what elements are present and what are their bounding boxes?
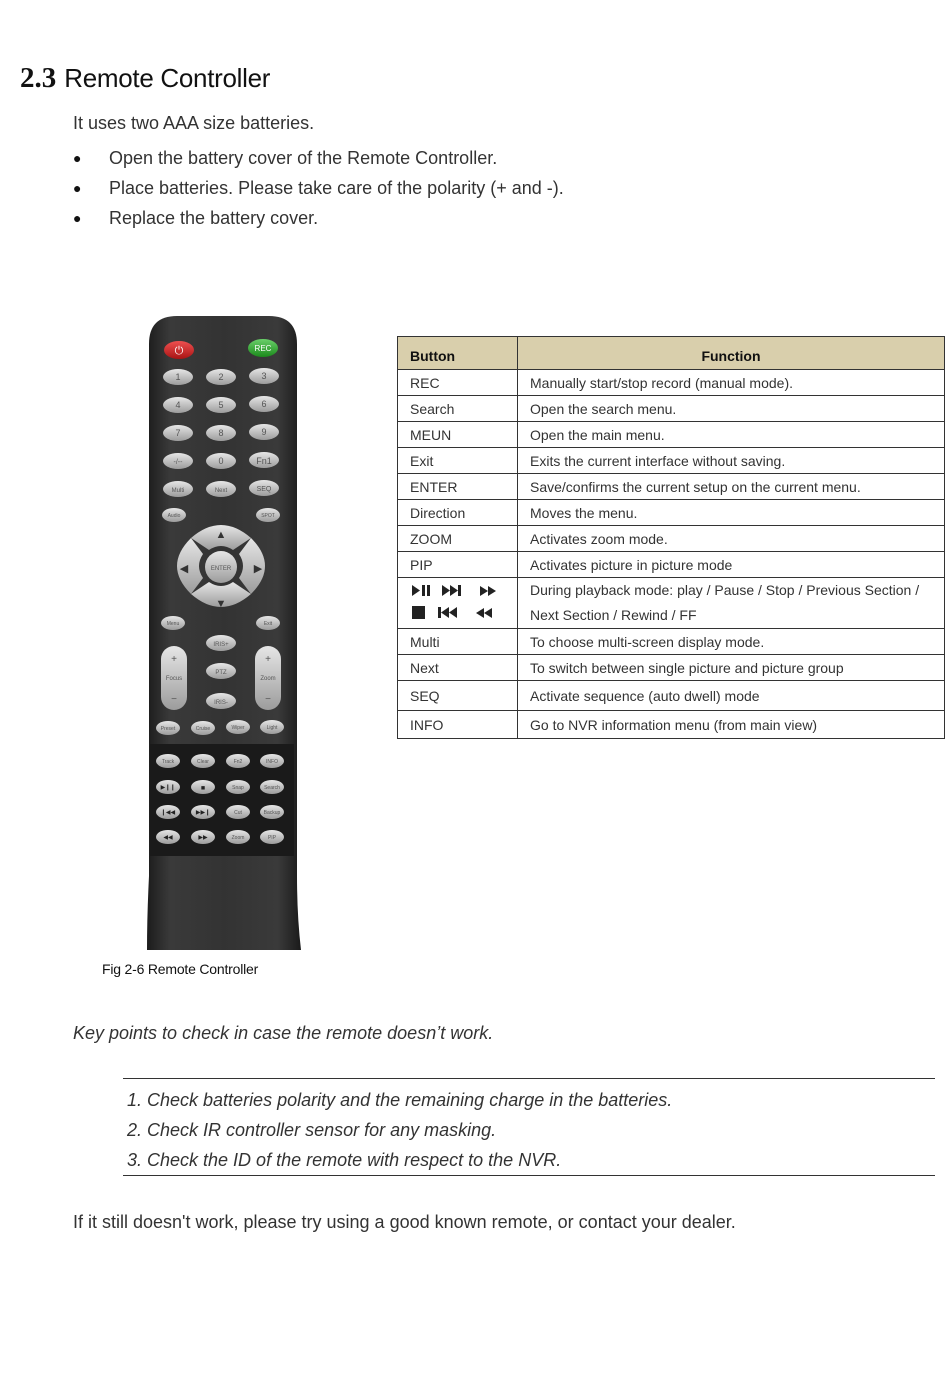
svg-text:Track: Track — [161, 759, 175, 765]
svg-text:❙◀◀: ❙◀◀ — [160, 810, 176, 816]
table-row: Exit Exits the current interface without saving. — [398, 448, 945, 474]
checklist-box — [123, 1078, 935, 1176]
svg-text:Next: Next — [214, 488, 228, 494]
svg-text:Snap: Snap — [232, 785, 244, 791]
svg-text:1: 1 — [175, 372, 181, 382]
figure-caption: Fig 2-6 Remote Controller — [102, 961, 259, 977]
svg-text:0: 0 — [218, 456, 224, 466]
button-function-table — [397, 336, 945, 739]
fast-forward-icon — [480, 586, 496, 596]
svg-text:−: − — [171, 694, 177, 705]
svg-text:3: 3 — [261, 371, 267, 381]
section-number: 2.3 — [20, 62, 57, 94]
svg-text:Cruise: Cruise — [195, 726, 211, 732]
svg-text:Fn1: Fn1 — [256, 456, 272, 466]
svg-text:7: 7 — [175, 428, 181, 438]
section-heading — [20, 62, 270, 95]
svg-text:2: 2 — [218, 372, 224, 382]
section-title: Remote Controller — [64, 63, 271, 93]
up-arrow-icon: ▲ — [215, 529, 227, 541]
table-header-row — [398, 337, 945, 370]
svg-text:INFO: INFO — [266, 759, 278, 765]
svg-text:+: + — [171, 654, 177, 665]
list-item: 2. Check IR controller sensor for any masking. — [127, 1120, 497, 1140]
intro-text: It uses two AAA size batteries. — [73, 113, 315, 133]
list-item: 1. Check batteries polarity and the remaining charge in the batteries. — [127, 1090, 673, 1110]
svg-text:■: ■ — [200, 785, 206, 792]
svg-text:Menu: Menu — [166, 621, 180, 627]
svg-text:Light: Light — [266, 725, 278, 731]
svg-text:Audio: Audio — [167, 513, 181, 519]
table-row: Direction Moves the menu. — [398, 500, 945, 526]
list-item: ● Place batteries. Please take care of the polarity (+ and -). — [73, 177, 564, 198]
svg-text:Clear: Clear — [197, 759, 209, 765]
svg-text:Exit: Exit — [263, 621, 273, 627]
svg-text:Focus: Focus — [165, 676, 183, 682]
table-row: ZOOM Activates zoom mode. — [398, 526, 945, 552]
svg-text:IRIS-: IRIS- — [214, 700, 228, 706]
rewind-icon — [476, 608, 492, 618]
svg-text:Wiper: Wiper — [231, 725, 245, 731]
svg-text:Zoom: Zoom — [260, 676, 276, 682]
svg-text:-/--: -/-- — [173, 459, 183, 466]
list-item: ● Replace the battery cover. — [73, 207, 319, 228]
svg-text:Backup: Backup — [263, 810, 281, 816]
rec-button — [248, 339, 278, 357]
svg-text:+: + — [265, 654, 271, 665]
svg-text:6: 6 — [261, 399, 267, 409]
next-section-icon — [442, 585, 461, 596]
footer-note: If it still doesn't work, please try using a good known remote, or contact your dealer. — [73, 1212, 736, 1232]
down-arrow-icon: ▼ — [215, 598, 227, 610]
left-arrow-icon: ◀ — [179, 563, 189, 575]
play-pause-icon — [412, 585, 430, 596]
table-row: REC Manually start/stop record (manual mode). — [398, 370, 945, 396]
table-row: Search Open the search menu. — [398, 396, 945, 422]
bullet-icon: ● — [73, 150, 82, 166]
table-row: PIP Activates picture in picture mode — [398, 552, 945, 578]
right-arrow-icon: ▶ — [253, 563, 263, 575]
svg-text:▶▶: ▶▶ — [198, 835, 208, 841]
power-button — [164, 341, 194, 359]
svg-text:Search: Search — [264, 785, 280, 791]
svg-text:▶❙❙: ▶❙❙ — [160, 785, 176, 791]
header-button: Button — [398, 337, 518, 370]
remote-controller-image — [145, 316, 301, 950]
stop-icon — [412, 606, 425, 619]
svg-text:4: 4 — [175, 400, 181, 410]
svg-text:SEQ: SEQ — [256, 486, 272, 493]
svg-text:5: 5 — [218, 400, 224, 410]
previous-section-icon — [438, 607, 457, 618]
table-row: During playback mode: play / Pause / Stop / Previous Section / Next Section / Rewind / FF — [398, 578, 945, 629]
svg-text:−: − — [265, 694, 271, 705]
svg-text:IRIS+: IRIS+ — [213, 642, 229, 648]
svg-text:Zoom: Zoom — [231, 835, 245, 841]
header-function: Function — [518, 337, 945, 370]
svg-text:Preset: Preset — [160, 726, 176, 732]
power-icon: ⏻ — [174, 345, 184, 357]
table-row: SEQ Activate sequence (auto dwell) mode — [398, 681, 945, 711]
bullet-icon: ● — [73, 210, 82, 226]
list-item: 3. Check the ID of the remote with respect to the NVR. — [127, 1150, 562, 1170]
table-row: MEUN Open the main menu. — [398, 422, 945, 448]
table-row: Next To switch between single picture and picture group — [398, 655, 945, 681]
svg-text:Fn2: Fn2 — [233, 759, 243, 765]
key-points-title: Key points to check in case the remote doesn’t work. — [73, 1023, 494, 1043]
svg-text:ENTER: ENTER — [210, 566, 232, 572]
svg-text:◀◀: ◀◀ — [163, 835, 173, 841]
bullet-icon: ● — [73, 180, 82, 196]
svg-text:REC: REC — [254, 344, 272, 353]
svg-text:SPOT: SPOT — [261, 513, 275, 519]
list-item: ● Open the battery cover of the Remote Controller. — [73, 147, 498, 168]
svg-text:9: 9 — [261, 427, 267, 437]
svg-text:PTZ: PTZ — [215, 670, 227, 676]
svg-text:▶▶❙: ▶▶❙ — [195, 810, 211, 816]
playback-control-icons — [410, 582, 502, 624]
svg-text:PIP: PIP — [267, 835, 277, 841]
svg-text:Cut: Cut — [234, 810, 242, 816]
table-row: ENTER Save/confirms the current setup on the current menu. — [398, 474, 945, 500]
svg-text:8: 8 — [218, 428, 224, 438]
svg-text:Multi: Multi — [171, 488, 185, 494]
table-row: Multi To choose multi-screen display mode. — [398, 629, 945, 655]
table-row: INFO Go to NVR information menu (from main view) — [398, 711, 945, 739]
multi-row-keys — [163, 480, 279, 497]
battery-steps — [73, 143, 564, 233]
